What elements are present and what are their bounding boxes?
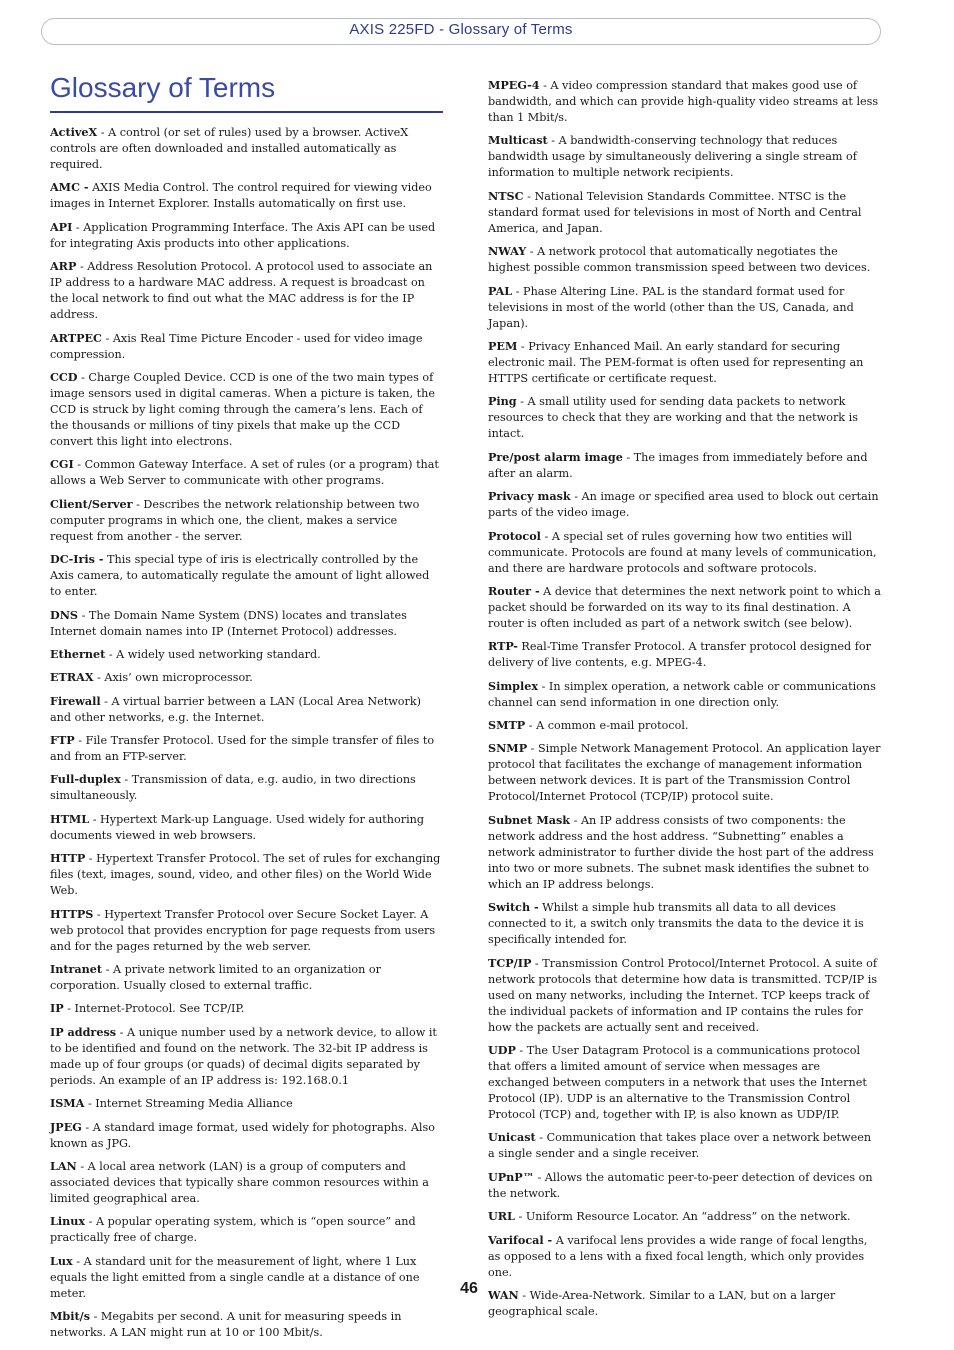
glossary-definition: - A private network limited to an organization or corporation. Usually closed to external traffic.	[50, 963, 382, 993]
glossary-definition: - Charge Coupled Device. CCD is one of the two main types of image sensors used in digital cameras. When a picture is taken, the CCD is struck by light coming through the camera’s lens. Each of the thousands or millions of tiny pixels that make up the CCD convert this light into electrons.	[50, 370, 435, 448]
glossary-term: IP address	[50, 1024, 117, 1039]
glossary-entry	[50, 811, 443, 844]
glossary-entry	[488, 955, 881, 1036]
glossary-definition: - A network protocol that automatically negotiates the highest possible common transmission speed between two devices.	[488, 245, 871, 275]
glossary-entry	[488, 338, 881, 387]
glossary-term: Client/Server	[50, 496, 133, 511]
glossary-term: Privacy mask	[488, 489, 571, 504]
glossary-definition: Real-Time Transfer Protocol. A transfer protocol designed for delivery of live contents, e.g. MPEG-4.	[488, 640, 871, 670]
glossary-entry	[50, 1213, 443, 1246]
glossary-term: DNS	[50, 607, 79, 622]
glossary-term: Varifocal -	[488, 1232, 553, 1247]
glossary-entry	[488, 77, 881, 126]
glossary-entry	[50, 850, 443, 899]
glossary-term: IP	[50, 1001, 64, 1016]
glossary-entry	[488, 583, 881, 632]
glossary-definition: - The User Datagram Protocol is a communications protocol that offers a limited amount of service when messages are exchanged between computers in a network that uses the Internet Protocol (IP). UDP is an alternative to the Transmission Control Protocol (TCP) and, together with IP, is also known as UDP/IP.	[488, 1044, 867, 1122]
glossary-definition: - The images from immediately before and after an alarm.	[488, 450, 868, 480]
glossary-entry	[50, 732, 443, 765]
glossary-entry	[488, 488, 881, 521]
glossary-entry	[50, 330, 443, 363]
glossary-entry	[488, 812, 881, 893]
glossary-entry	[488, 528, 881, 577]
glossary-term: API	[50, 219, 73, 234]
glossary-definition: - An image or specified area used to block out certain parts of the video image.	[488, 490, 879, 520]
glossary-term: Linux	[50, 1214, 86, 1229]
glossary-left-column	[50, 124, 443, 1348]
glossary-entry	[488, 717, 881, 734]
glossary-term: Pre/post alarm image	[488, 449, 623, 464]
glossary-term: Subnet Mask	[488, 812, 571, 827]
glossary-term: Mbit/s	[50, 1309, 91, 1324]
glossary-definition: - A popular operating system, which is “open source” and practically free of charge.	[50, 1215, 416, 1245]
glossary-definition: - A control (or set of rules) used by a browser. ActiveX controls are often downloaded and installed automatically as required.	[50, 126, 409, 171]
glossary-definition: - Transmission Control Protocol/Internet Protocol. A suite of network protocols that determine how data is transmitted. TCP/IP is used on many networks, including the Internet. TCP keeps track of the individual packets of information and IP contains the rules for how the packets are actually sent and received.	[488, 956, 878, 1034]
glossary-definition: - Hypertext Transfer Protocol over Secure Socket Layer. A web protocol that provides encryption for page requests from users and for the pages returned by the web server.	[50, 907, 436, 953]
glossary-entry	[488, 1232, 881, 1281]
glossary-entry	[488, 740, 881, 805]
glossary-term: MPEG-4	[488, 78, 540, 92]
glossary-entry	[50, 219, 443, 252]
glossary-entry	[50, 961, 443, 994]
glossary-definition: - An IP address consists of two components: the network address and the host address. “Subnetting” enables a network administrator to further divide the host part of the address into two or more subnets. The subnet mask identifies the subnet to which an IP address belongs.	[488, 813, 874, 891]
glossary-definition: - National Television Standards Committee. NTSC is the standard format used for televisions in most of North and Central America, and Japan.	[488, 189, 862, 235]
glossary-entry	[488, 899, 881, 948]
glossary-term: RTP-	[488, 639, 518, 654]
glossary-term: PEM	[488, 338, 518, 353]
glossary-entry	[488, 243, 881, 276]
glossary-term: HTTPS	[50, 906, 94, 921]
glossary-term: WAN	[488, 1287, 519, 1302]
glossary-definition: - A bandwidth-conserving technology that reduces bandwidth usage by simultaneously delivering a single stream of information to multiple network recipients.	[488, 134, 857, 180]
glossary-entry	[50, 179, 443, 212]
page-number: 46	[460, 1280, 478, 1297]
glossary-definition: - A special set of rules governing how two entities will communicate. Protocols are found at many levels of communication, and there are hardware protocols and software protocols.	[488, 529, 877, 575]
glossary-term: Ethernet	[50, 646, 106, 661]
glossary-term: UDP	[488, 1043, 516, 1058]
glossary-definition: - Simple Network Management Protocol. An application layer protocol that facilitates the exchange of management information between network devices. It is part of the Transmission Control Protocol/Internet Protocol (TCP/IP) protocol suite.	[488, 742, 881, 804]
glossary-entry	[50, 607, 443, 640]
glossary-definition: - File Transfer Protocol. Used for the simple transfer of files to and from an FTP-server.	[50, 734, 435, 764]
glossary-definition: - Application Programming Interface. The Axis API can be used for integrating Axis products into other applications.	[50, 220, 436, 250]
glossary-entry	[488, 283, 881, 332]
glossary-entry	[50, 369, 443, 450]
glossary-term: Multicast	[488, 133, 548, 148]
glossary-definition: A varifocal lens provides a wide range of focal lengths, as opposed to a lens with a fixed focal length, which only provides one.	[488, 1233, 868, 1279]
glossary-entry	[50, 669, 443, 686]
glossary-right-column	[488, 77, 881, 1326]
glossary-entry	[50, 646, 443, 663]
glossary-definition: - Transmission of data, e.g. audio, in two directions simultaneously.	[50, 773, 416, 803]
glossary-term: UPnP™	[488, 1169, 534, 1184]
glossary-term: HTTP	[50, 851, 86, 866]
glossary-entry	[50, 906, 443, 955]
glossary-entry	[50, 456, 443, 489]
glossary-term: ETRAX	[50, 670, 94, 685]
glossary-entry	[50, 551, 443, 600]
glossary-entry	[488, 638, 881, 671]
glossary-definition: - Phase Altering Line. PAL is the standard format used for televisions in most of the world (other than the US, Canada, and Japan).	[488, 284, 854, 330]
glossary-definition: Whilst a simple hub transmits all data to all devices connected to it, a switch only transmits the data to the device it is specifically intended for.	[488, 901, 864, 947]
glossary-definition: - Internet-Protocol. See TCP/IP.	[63, 1002, 245, 1016]
glossary-entry	[50, 771, 443, 804]
page-heading: Glossary of Terms	[50, 72, 276, 103]
glossary-term: CGI	[50, 457, 74, 472]
glossary-entry	[488, 449, 881, 482]
glossary-definition: A device that determines the next network point to which a packet should be forwarded on its way to its final destination. A router is often included as part of a network switch (see below).	[488, 584, 881, 630]
glossary-term: Router -	[488, 583, 540, 598]
glossary-term: DC-Iris -	[50, 552, 104, 567]
glossary-entry	[50, 496, 443, 545]
glossary-term: LAN	[50, 1158, 77, 1173]
glossary-entry	[488, 393, 881, 442]
glossary-definition: - Hypertext Mark-up Language. Used widely for authoring documents viewed in web browsers.	[50, 812, 425, 842]
glossary-term: ActiveX	[50, 125, 98, 139]
glossary-entry	[50, 1308, 443, 1341]
glossary-definition: - Address Resolution Protocol. A protocol used to associate an IP address to a hardware MAC address. A request is broadcast on the local network to find out what the MAC address is for the IP address.	[50, 260, 433, 322]
glossary-entry	[488, 1042, 881, 1123]
glossary-definition: This special type of iris is electrically controlled by the Axis camera, to automatically regulate the amount of light allowed to enter.	[50, 553, 430, 599]
glossary-term: AMC -	[50, 180, 89, 195]
glossary-definition: - Uniform Resource Locator. An “address” on the network.	[514, 1210, 851, 1224]
glossary-definition: - Communication that takes place over a network between a single sender and a single receiver.	[488, 1131, 872, 1161]
glossary-definition: - A small utility used for sending data packets to network resources to check that they are working and that the network is intact.	[488, 395, 858, 441]
glossary-term: ARTPEC	[50, 330, 102, 345]
glossary-entry	[50, 1024, 443, 1089]
glossary-entry	[50, 258, 443, 323]
glossary-definition: - A unique number used by a network device, to allow it to be identified and found on the network. The 32-bit IP address is made up of four groups (or quads) of decimal digits separated by periods. An example of an IP address is: 192.168.0.1	[50, 1025, 437, 1087]
glossary-entry	[488, 1169, 881, 1202]
glossary-term: Lux	[50, 1253, 73, 1268]
glossary-term: Switch -	[488, 900, 539, 915]
glossary-term: Simplex	[488, 678, 539, 693]
glossary-term: CCD	[50, 369, 78, 384]
glossary-term: PAL	[488, 283, 513, 298]
glossary-entry	[488, 188, 881, 237]
glossary-definition: - Wide-Area-Network. Similar to a LAN, but on a larger geographical scale.	[488, 1288, 836, 1318]
glossary-definition: AXIS Media Control. The control required for viewing video images in Internet Explorer. Installs automatically on first use.	[50, 181, 432, 211]
glossary-term: SMTP	[488, 718, 526, 733]
glossary-definition: - Hypertext Transfer Protocol. The set of rules for exchanging files (text, images, sound, video, and other files) on the World Wide Web.	[50, 852, 441, 898]
glossary-term: Ping	[488, 394, 517, 409]
header-bar	[41, 18, 881, 45]
glossary-definition: - A standard image format, used widely for photographs. Also known as JPG.	[50, 1120, 435, 1150]
glossary-term: Full-duplex	[50, 772, 121, 787]
glossary-definition: - Common Gateway Interface. A set of rules (or a program) that allows a Web Server to communicate with other programs.	[50, 458, 439, 488]
glossary-entry	[50, 1119, 443, 1152]
glossary-term: JPEG	[50, 1119, 82, 1134]
glossary-entry	[50, 124, 443, 173]
glossary-entry	[50, 1095, 443, 1112]
heading-rule	[50, 111, 443, 113]
glossary-entry	[488, 678, 881, 711]
glossary-term: HTML	[50, 811, 90, 826]
glossary-definition: - Allows the automatic peer-to-peer detection of devices on the network.	[488, 1170, 873, 1200]
glossary-term: Protocol	[488, 528, 541, 543]
glossary-definition: - A widely used networking standard.	[105, 647, 321, 661]
glossary-definition: - A local area network (LAN) is a group of computers and associated devices that typically share common resources within a limited geographical area.	[50, 1159, 429, 1205]
glossary-term: Firewall	[50, 693, 101, 708]
glossary-definition: - Axis Real Time Picture Encoder - used for video image compression.	[50, 331, 423, 361]
glossary-entry	[488, 132, 881, 181]
glossary-definition: - Describes the network relationship between two computer programs in which one, the client, makes a service request from another - the server.	[50, 497, 420, 543]
glossary-term: NTSC	[488, 188, 524, 203]
glossary-definition: - Axis’ own microprocessor.	[93, 671, 253, 685]
glossary-entry	[50, 1158, 443, 1207]
glossary-entry	[488, 1208, 881, 1225]
glossary-entry	[50, 693, 443, 726]
glossary-term: TCP/IP	[488, 955, 532, 970]
glossary-entry	[50, 1000, 443, 1017]
glossary-term: NWAY	[488, 244, 527, 259]
glossary-definition: - Internet Streaming Media Alliance	[84, 1097, 293, 1111]
glossary-term: URL	[488, 1209, 515, 1224]
glossary-term: ISMA	[50, 1096, 85, 1111]
glossary-definition: - A standard unit for the measurement of light, where 1 Lux equals the light emitted from a single candle at a distance of one meter.	[50, 1254, 420, 1300]
glossary-definition: - The Domain Name System (DNS) locates and translates Internet domain names into IP (Internet Protocol) addresses.	[50, 608, 407, 638]
glossary-definition: - A common e-mail protocol.	[525, 719, 689, 733]
glossary-definition: - A video compression standard that makes good use of bandwidth, and which can provide high-quality video streams at less than 1 Mbit/s.	[488, 79, 879, 124]
glossary-term: SNMP	[488, 741, 528, 756]
glossary-definition: - A virtual barrier between a LAN (Local Area Network) and other networks, e.g. the Internet.	[50, 694, 422, 724]
glossary-term: FTP	[50, 733, 75, 748]
glossary-definition: - Megabits per second. A unit for measuring speeds in networks. A LAN might run at 10 or 100 Mbit/s.	[50, 1310, 402, 1340]
glossary-term: ARP	[50, 259, 77, 274]
header-title: AXIS 225FD - Glossary of Terms	[349, 21, 573, 38]
glossary-entry	[488, 1129, 881, 1162]
glossary-term: Unicast	[488, 1130, 536, 1145]
glossary-definition: - In simplex operation, a network cable or communications channel can send information in one direction only.	[488, 679, 876, 709]
glossary-definition: - Privacy Enhanced Mail. An early standard for securing electronic mail. The PEM-format is often used for representing an HTTPS certificate or certificate request.	[488, 339, 864, 385]
glossary-term: Intranet	[50, 962, 103, 977]
